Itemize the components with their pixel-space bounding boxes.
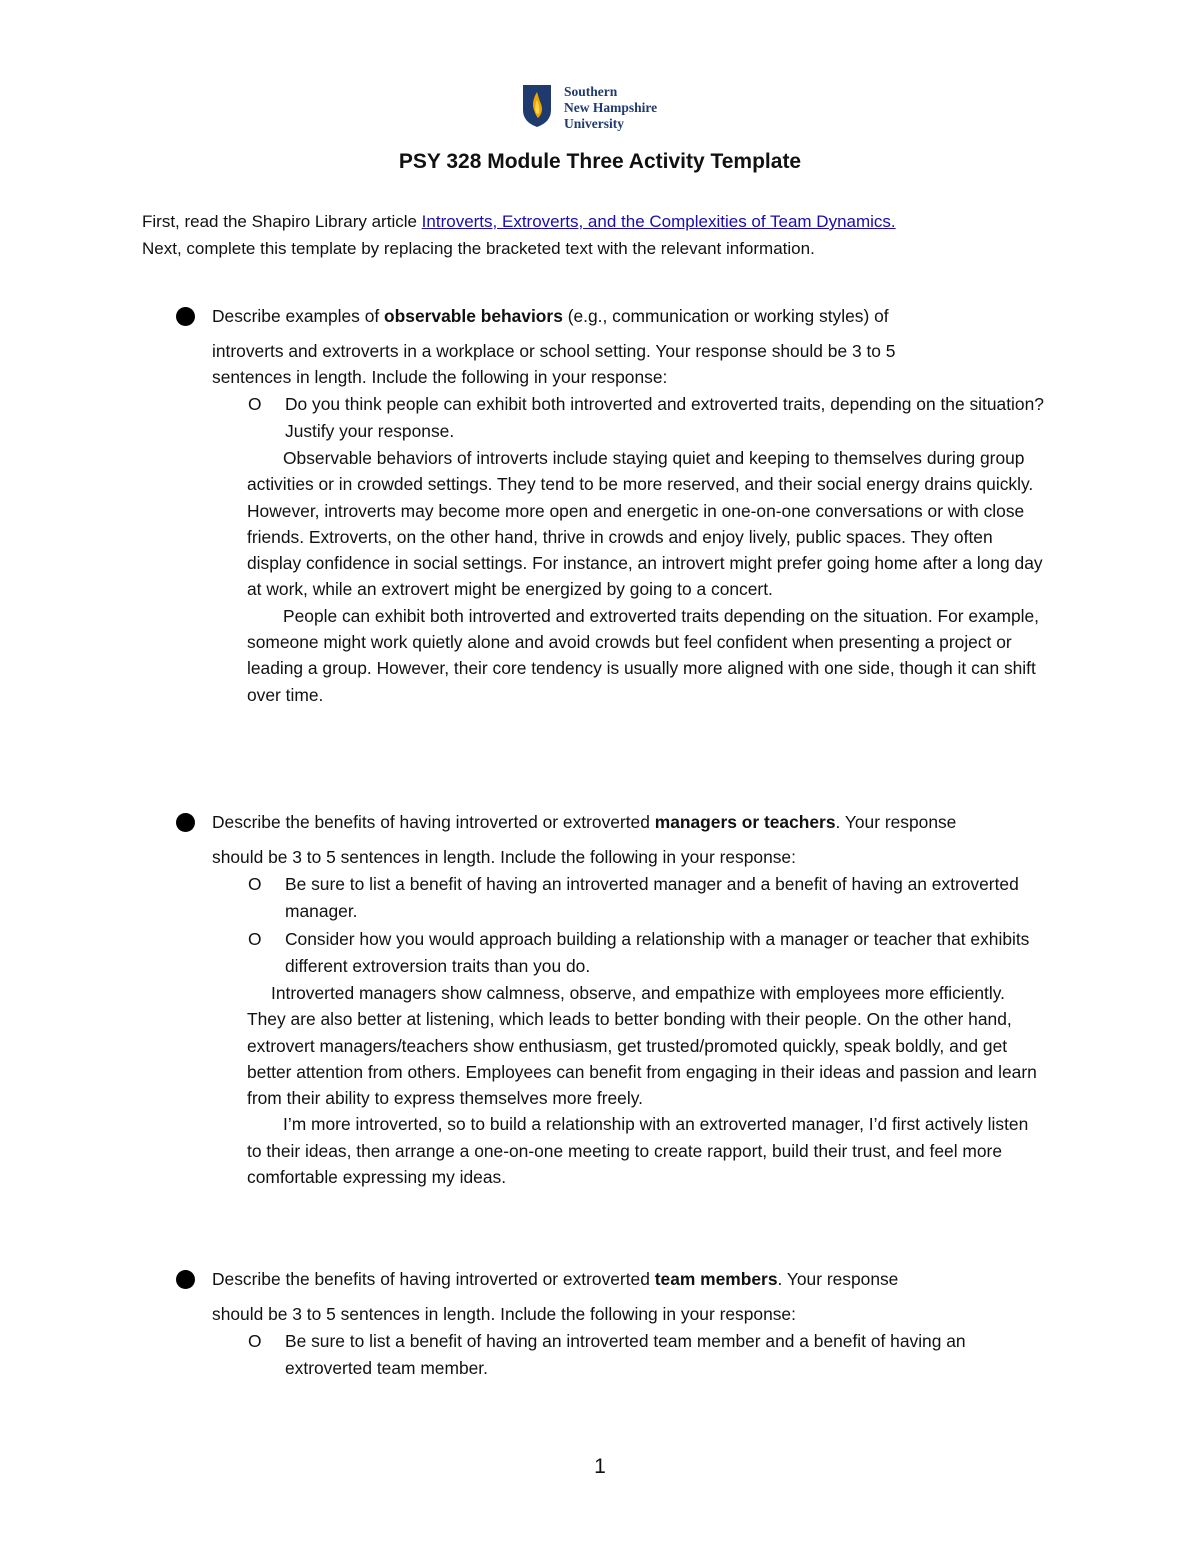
response [247, 980, 1047, 1190]
circle-bullet-icon: O [248, 874, 262, 894]
circle-bullet-icon: O [248, 929, 262, 949]
logo-text [564, 84, 657, 132]
section-observable-behaviors [176, 302, 1076, 708]
bullet-icon [176, 1270, 195, 1289]
response [247, 445, 1047, 708]
circle-bullet-icon: O [248, 394, 262, 414]
intro [142, 208, 1062, 262]
prompt-text: Describe the benefits of having introverted or extroverted managers or teachers. Your response [212, 812, 957, 832]
circle-bullet-icon: O [248, 1331, 262, 1351]
logo-line-1: Southern [564, 84, 618, 99]
response-paragraph: I’m more introverted, so to build a relationship with an extroverted manager, I’d first actively listen to their ideas, then arrange a one-on-one meeting to create rapport, build their trust, and feel more comfortable expressing my ideas. [247, 1114, 1029, 1188]
prompt-text: Describe the benefits of having introverted or extroverted team members. Your response [212, 1269, 899, 1289]
response-paragraph: Observable behaviors of introverts include staying quiet and keeping to themselves during group activities or in crowded settings. They tend to be more reserved, and their social energy drains quickly. However, introverts may become more open and energetic in one-on-one conversations or with close friends. Extroverts, on the other hand, thrive in crowds and enjoy lively, public spaces. They often display confidence in social settings. For instance, an introvert might prefer going home after a long day at work, while an extrovert might be energized by going to a concert. [247, 448, 1043, 600]
prompt-text: Describe examples of observable behaviors (e.g., communication or working styles) of [212, 306, 889, 326]
prompt-continuation: should be 3 to 5 sentences in length. Include the following in your response: [212, 847, 796, 867]
prompt-continuation: introverts and extroverts in a workplace or school setting. Your response should be 3 to 5 sentences in length. Include the following in your response: [212, 341, 896, 387]
response-paragraph: People can exhibit both introverted and extroverted traits depending on the situation. For example, someone might work quietly alone and avoid crowds but feel confident when presenting a project or leading a group. However, their core tendency is usually more aligned with one side, though it can shift over time. [247, 605, 1039, 705]
prompt-continuation: should be 3 to 5 sentences in length. Include the following in your response: [212, 1304, 796, 1324]
page-title: PSY 328 Module Three Activity Template [398, 150, 802, 173]
section-team-members [176, 1265, 1076, 1382]
sub-prompt: O Be sure to list a benefit of having an introverted manager and a benefit of having an extroverted manager. [248, 871, 1076, 925]
sub-prompt: O Consider how you would approach building a relationship with a manager or teacher that exhibits different extroversion traits than you do. [248, 926, 1076, 980]
shield-flame-icon [522, 84, 552, 128]
intro-instructions: Next, complete this template by replacing the bracketed text with the relevant information. [142, 239, 815, 258]
bullet-icon [176, 307, 195, 326]
article-link[interactable]: Introverts, Extroverts, and the Complexities of Team Dynamics. [421, 212, 896, 231]
logo-line-2: New Hampshire [564, 100, 658, 115]
sub-prompt: O Be sure to list a benefit of having an introverted team member and a benefit of having an extroverted team member. [248, 1328, 1076, 1382]
bullet-icon [176, 813, 195, 832]
logo-line-3: University [564, 116, 624, 131]
intro-text: First, read the Shapiro Library article [142, 212, 422, 231]
snhu-logo [522, 84, 657, 132]
sub-prompt: O Do you think people can exhibit both introverted and extroverted traits, depending on the situation? Justify your response. [248, 391, 1076, 445]
response-paragraph: Introverted managers show calmness, observe, and empathize with employees more efficiently. They are also better at listening, which leads to better bonding with their people. On the other hand, extrovert managers/teachers show enthusiasm, get trusted/promoted quickly, speak boldly, and get better attention from others. Employees can benefit from engaging in their ideas and passion and learn from their ability to express themselves more freely. [247, 983, 1037, 1109]
page-number: 1 [594, 1455, 606, 1478]
section-managers-teachers [176, 808, 1076, 1190]
